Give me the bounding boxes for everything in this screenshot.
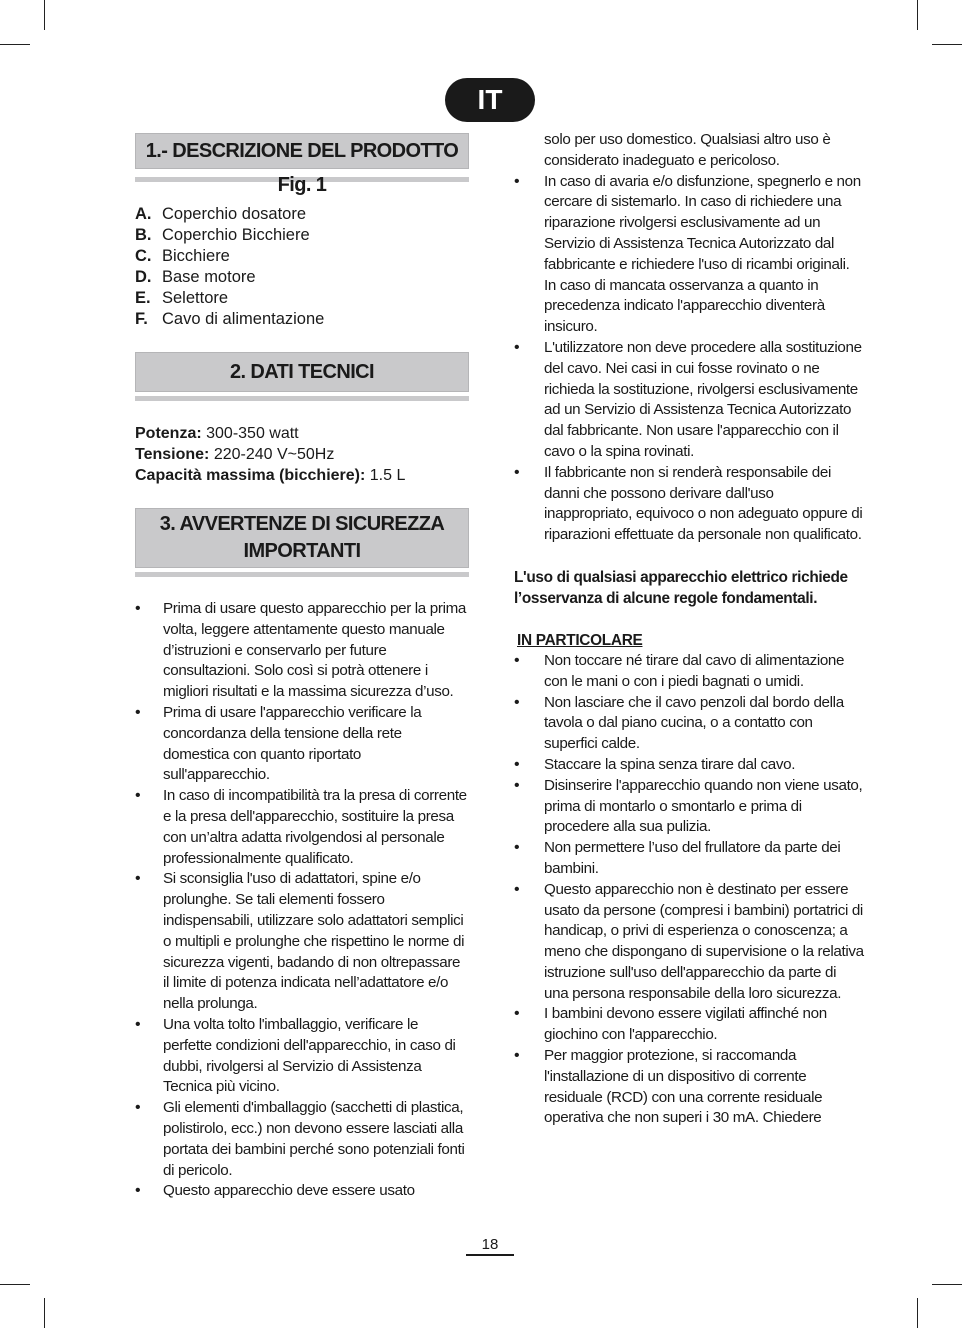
safety-list-continued [514, 172, 864, 546]
list-item: • L'utilizzatore non deve procedere alla sostituzione del cavo. Nei casi in cui fosse rovinato o ne richieda la sostituzione, rivolgersi esclusivamente ad un Servizio di Assistenza Tecnica Autorizzato dal fabbricante. Non usare l'apparecchio con il cavo o la spina rovinati. [514, 338, 864, 463]
list-item: B. Coperchio Bicchiere [135, 226, 310, 244]
list-item: • Staccare la spina senza tirare dal cavo. [514, 755, 864, 776]
particular-heading: IN PARTICOLARE [517, 631, 643, 649]
crop-mark [44, 0, 45, 30]
crop-mark [0, 1284, 30, 1285]
list-item: • Questo apparecchio non è destinato per essere usato da persone (compresi i bambini) portatrici di handicap, o privi di esperienza o conoscenza; a meno che dispongano di supervisione o la relativa istruzione sull'uso dell'apparecchio da parte di una persona responsabile della loro sicurezza. [514, 880, 864, 1005]
list-item: F. Cavo di alimentazione [135, 310, 325, 328]
crop-mark [44, 1298, 45, 1328]
list-item: D. Base motore [135, 268, 256, 286]
list-item: • Il fabbricante non si renderà responsabile dei danni che possono derivare dall'uso inappropriato, equivoco o non adeguato oppure di riparazioni effettuate da personale non qualificato. [514, 463, 864, 546]
list-item: • I bambini devono essere vigilati affinché non giochino con l'apparecchio. [514, 1004, 864, 1046]
technical-specs [135, 423, 469, 486]
safety-list [135, 599, 469, 1202]
crop-mark [932, 44, 962, 45]
list-item: • Non toccare né tirare dal cavo di alimentazione con le mani o con i piedi bagnati o umidi. [514, 651, 864, 693]
spec-row: Potenza: 300-350 watt [135, 425, 299, 442]
page-number-underline [466, 1254, 514, 1256]
section-divider [135, 572, 469, 577]
crop-mark [0, 44, 30, 45]
spec-row: Capacità massima (bicchiere): 1.5 L [135, 467, 406, 484]
crop-mark [917, 0, 918, 30]
list-item: • Questo apparecchio deve essere usato [135, 1181, 469, 1202]
left-column [135, 133, 469, 1202]
section-divider [135, 396, 469, 401]
list-item: • Non permettere l’uso del frullatore da parte dei bambini. [514, 838, 864, 880]
list-item: • Una volta tolto l'imballaggio, verificare le perfette condizioni dell'apparecchio, in caso di dubbi, rivolgersi al Servizio di Assistenza Tecnica più vicino. [135, 1015, 469, 1098]
section-description-header [135, 133, 469, 196]
parts-list [135, 204, 469, 330]
particular-list [514, 651, 864, 1129]
list-item: • Per maggior protezione, si raccomanda l'installazione di un dispositivo di corrente residuale (RCD) con una corrente residuale operativa che non superi i 30 mA. Chiedere [514, 1046, 864, 1129]
continuation-text: solo per uso domestico. Qualsiasi altro uso è considerato inadeguato e pericoloso. [544, 131, 831, 169]
language-badge: IT [445, 78, 535, 122]
crop-mark [917, 1298, 918, 1328]
section-technical-header [135, 352, 469, 401]
list-item: • In caso di avaria e/o disfunzione, spegnerlo e non cercare di sistemarlo. In caso di richiedere una riparazione rivolgersi esclusivamente ad un Servizio di Assistenza Tecnica Autorizzato dal fabbricante e richiedere l'uso di ricambi originali. In caso di mancata osservanza a quanto in precedenza indicato l'apparecchio diventerà insicuro. [514, 172, 864, 338]
list-item: A. Coperchio dosatore [135, 205, 307, 223]
crop-mark [932, 1284, 962, 1285]
list-item: • Prima di usare questo apparecchio per la prima volta, leggere attentamente questo manuale d’istruzioni e conservarlo per future consultazioni. Solo così si potrà ottenere i migliori risultati e la massima sicurezza d’uso. [135, 599, 469, 703]
list-item: • Non lasciare che il cavo penzoli dal bordo della tavola o dal piano cucina, o a contatto con superfici calde. [514, 693, 864, 755]
spec-row: Tensione: 220-240 V~50Hz [135, 446, 335, 463]
section-safety-header [135, 508, 469, 577]
list-item: C. Bicchiere [135, 247, 230, 265]
rule-statement: L'uso di qualsiasi apparecchio elettrico richiede l’osservanza di alcune regole fondamentali. [514, 568, 848, 607]
section-technical-title: 2. DATI TECNICI [135, 352, 469, 392]
section-safety-title: 3. AVVERTENZE DI SICUREZZA IMPORTANTI [135, 508, 469, 568]
page-number: 18 [481, 1236, 499, 1253]
right-column [514, 130, 864, 1129]
list-item: • Si sconsiglia l'uso di adattatori, spine e/o prolunghe. Se tali elementi fossero indispensabili, utilizzare solo adattatori semplici o multipli e prolunghe che rispettino le norme di sicurezza vigenti, badando di non oltrepassare il limite di potenza indicata nell’adattatore e/o nella prolunga. [135, 869, 469, 1015]
list-item: • Prima di usare l'apparecchio verificare la concordanza della tensione della rete domestica con quanto riportato sull'apparecchio. [135, 703, 469, 786]
list-item: E. Selettore [135, 289, 229, 307]
list-item: • Disinserire l'apparecchio quando non viene usato, prima di montarlo o smontarlo e prima di procedere alla sua pulizia. [514, 776, 864, 838]
list-item: • In caso di incompatibilità tra la presa di corrente e la presa dell'apparecchio, sostituire la presa con un’altra adatta rivolgendosi al personale professionalmente qualificato. [135, 786, 469, 869]
list-item: • Gli elementi d'imballaggio (sacchetti di plastica, polistirolo, ecc.) non devono essere lasciati alla portata dei bambini perché sono potenziali fonti di pericolo. [135, 1098, 469, 1181]
section-description-title: 1.- DESCRIZIONE DEL PRODOTTO Fig. 1 [135, 133, 469, 169]
